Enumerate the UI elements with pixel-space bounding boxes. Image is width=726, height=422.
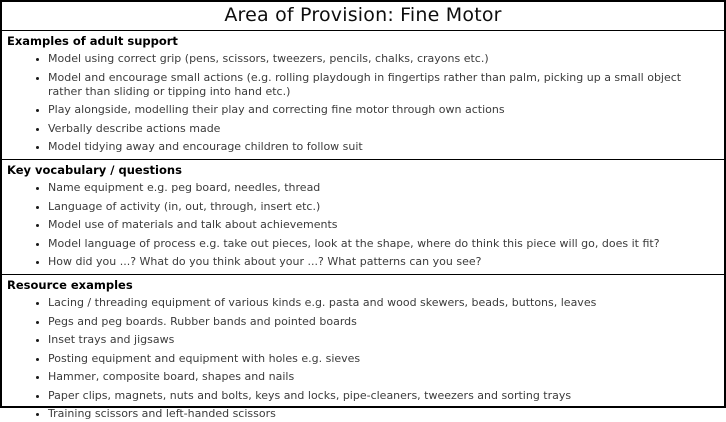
list-item: • Model using correct grip (pens, scissors, tweezers, pencils, chalks, crayons etc.)	[48, 52, 724, 66]
list-item: • Training scissors and left-handed scissors	[48, 407, 724, 421]
list-item: • How did you ...? What do you think about your ...? What patterns can you see?	[48, 255, 724, 269]
list-item: • Inset trays and jigsaws	[48, 333, 724, 347]
list-item: • Model use of materials and talk about achievements	[48, 218, 724, 232]
list-item: • Model and encourage small actions (e.g. rolling playdough in fingertips rather than palm, picking up a small object rather than sliding or tipping into hand etc.)	[48, 71, 724, 99]
section-adult-support	[2, 31, 724, 154]
list-item: • Verbally describe actions made	[48, 122, 724, 136]
section-header-key-vocabulary: Key vocabulary / questions	[7, 163, 182, 177]
section-header-adult-support: Examples of adult support	[7, 34, 178, 48]
list-item: • Hammer, composite board, shapes and nails	[48, 370, 724, 384]
list-item: • Paper clips, magnets, nuts and bolts, keys and locks, pipe-cleaners, tweezers and sorting trays	[48, 389, 724, 403]
list-item: • Pegs and peg boards. Rubber bands and pointed boards	[48, 315, 724, 329]
bullet-list-adult-support	[2, 52, 724, 154]
section-key-vocabulary	[2, 159, 724, 269]
list-item: • Lacing / threading equipment of various kinds e.g. pasta and wood skewers, beads, buttons, leaves	[48, 296, 724, 310]
page-title: Area of Provision: Fine Motor	[2, 2, 724, 31]
section-header-resource-examples: Resource examples	[7, 278, 133, 292]
bullet-list-key-vocabulary	[2, 181, 724, 269]
bullet-list-resource-examples	[2, 296, 724, 421]
list-item: • Posting equipment and equipment with holes e.g. sieves	[48, 352, 724, 366]
list-item: • Model tidying away and encourage children to follow suit	[48, 140, 724, 154]
list-item: • Name equipment e.g. peg board, needles, thread	[48, 181, 724, 195]
section-resource-examples	[2, 274, 724, 421]
list-item: • Language of activity (in, out, through, insert etc.)	[48, 200, 724, 214]
list-item: • Model language of process e.g. take out pieces, look at the shape, where do think this piece will go, does it fit?	[48, 237, 724, 251]
list-item: • Play alongside, modelling their play and correcting fine motor through own actions	[48, 103, 724, 117]
